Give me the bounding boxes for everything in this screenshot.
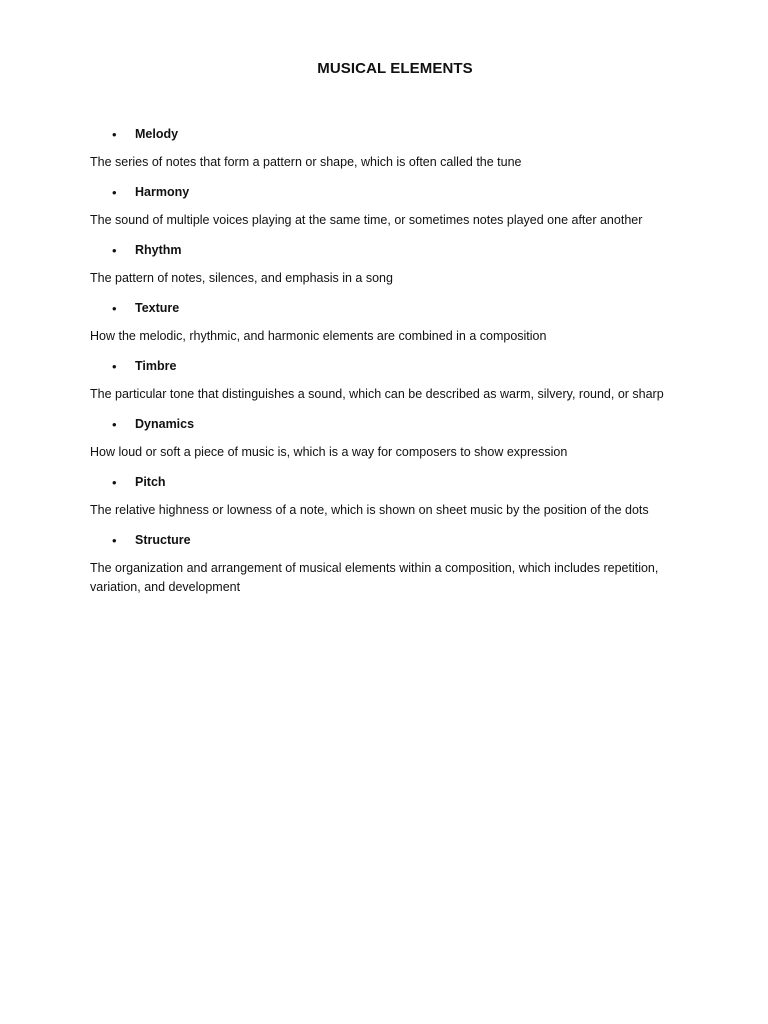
list-item [90, 414, 690, 462]
list-item [90, 240, 690, 288]
list-item [90, 298, 690, 346]
list-item [90, 530, 690, 597]
term-row [90, 124, 690, 145]
document-title: MUSICAL ELEMENTS [317, 60, 473, 77]
term-row [90, 298, 690, 319]
definition-harmony: The sound of multiple voices playing at the same time, or sometimes notes played one after another [90, 213, 643, 227]
definition-texture: How the melodic, rhythmic, and harmonic elements are combined in a composition [90, 329, 547, 343]
definition-timbre: The particular tone that distinguishes a sound, which can be described as warm, silvery, round, or sharp [90, 387, 664, 401]
list-item [90, 472, 690, 520]
term-texture: Texture [135, 301, 180, 315]
element-list [90, 124, 690, 607]
bullet-icon: • [112, 185, 117, 200]
list-item [90, 356, 690, 404]
term-harmony: Harmony [135, 185, 190, 199]
definition-pitch: The relative highness or lowness of a note, which is shown on sheet music by the position of the dots [90, 503, 649, 517]
bullet-icon: • [112, 475, 117, 490]
term-rhythm: Rhythm [135, 243, 182, 257]
bullet-icon: • [112, 417, 117, 432]
bullet-icon: • [112, 127, 117, 142]
definition-structure: The organization and arrangement of musical elements within a composition, which includes repetition, variation, and development [90, 561, 659, 594]
bullet-icon: • [112, 243, 117, 258]
term-row [90, 530, 690, 551]
definition-rhythm: The pattern of notes, silences, and emphasis in a song [90, 271, 393, 285]
term-melody: Melody [135, 127, 179, 141]
bullet-icon: • [112, 359, 117, 374]
term-timbre: Timbre [135, 359, 177, 373]
term-pitch: Pitch [135, 475, 166, 489]
term-row [90, 472, 690, 493]
definition-dynamics: How loud or soft a piece of music is, which is a way for composers to show expression [90, 445, 568, 459]
bullet-icon: • [112, 533, 117, 548]
term-row [90, 240, 690, 261]
list-item [90, 124, 690, 172]
bullet-icon: • [112, 301, 117, 316]
term-row [90, 356, 690, 377]
term-row [90, 182, 690, 203]
definition-melody: The series of notes that form a pattern or shape, which is often called the tune [90, 155, 522, 169]
term-dynamics: Dynamics [135, 417, 195, 431]
term-structure: Structure [135, 533, 191, 547]
list-item [90, 182, 690, 230]
term-row [90, 414, 690, 435]
